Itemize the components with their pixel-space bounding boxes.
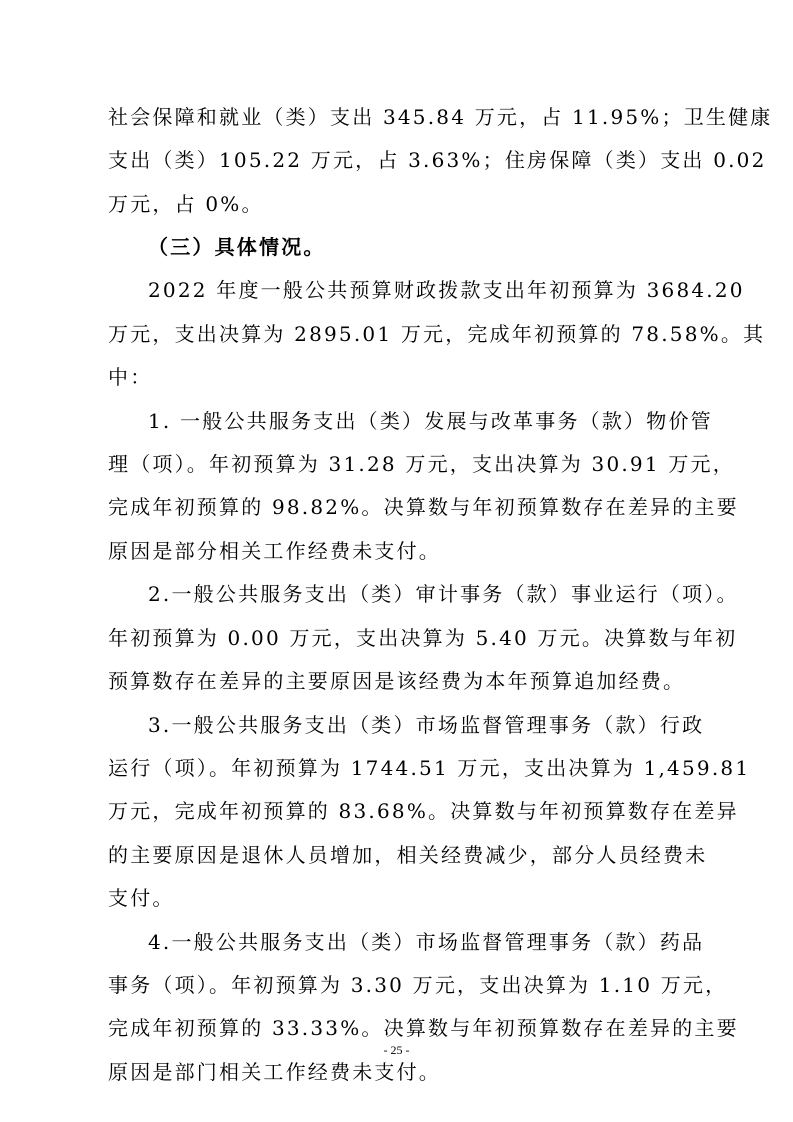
list-item-line: 完成年初预算的 33.33%。决算数与年初预算数存在差异的主要 <box>108 1016 739 1040</box>
list-item-line: 1. 一般公共服务支出（类）发展与改革事务（款）物价管 <box>148 409 713 433</box>
page-number: - 25 - <box>383 1043 410 1057</box>
paragraph-line: 2022 年度一般公共预算财政拨款支出年初预算为 3684.20 <box>148 278 745 302</box>
list-item-line: 运行（项）。年初预算为 1744.51 万元，支出决算为 1,459.81 <box>108 756 751 780</box>
list-item-line: 理（项）。年初预算为 31.28 万元，支出决算为 30.91 万元， <box>108 452 735 476</box>
list-item-line: 完成年初预算的 98.82%。决算数与年初预算数存在差异的主要 <box>108 495 739 519</box>
list-item-line: 的主要原因是退休人员增加，相关经费减少，部分人员经费未 <box>108 843 708 867</box>
paragraph-line: 社会保障和就业（类）支出 345.84 万元，占 11.95%；卫生健康 <box>108 105 773 129</box>
paragraph-line: 中： <box>108 365 153 389</box>
list-item-line: 4.一般公共服务支出（类）市场监督管理事务（款）药品 <box>148 930 705 954</box>
section-heading: （三）具体情况。 <box>148 235 326 259</box>
list-item-line: 年初预算为 0.00 万元，支出决算为 5.40 万元。决算数与年初 <box>108 626 738 650</box>
list-item-line: 原因是部分相关工作经费未支付。 <box>108 539 441 563</box>
paragraph-line: 万元，占 0%。 <box>108 192 264 216</box>
list-item-line: 2.一般公共服务支出（类）审计事务（款）事业运行（项）。 <box>148 582 739 606</box>
list-item-line: 3.一般公共服务支出（类）市场监督管理事务（款）行政 <box>148 713 705 737</box>
list-item-line: 原因是部门相关工作经费未支付。 <box>108 1060 441 1084</box>
list-item-line: 万元，完成年初预算的 83.68%。决算数与年初预算数存在差异 <box>108 799 739 823</box>
paragraph-line: 支出（类）105.22 万元，占 3.63%；住房保障（类）支出 0.02 <box>108 148 767 172</box>
paragraph-line: 万元，支出决算为 2895.01 万元，完成年初预算的 78.58%。其 <box>108 322 766 346</box>
list-item-line: 事务（项）。年初预算为 3.30 万元，支出决算为 1.10 万元， <box>108 973 728 997</box>
list-item-line: 预算数存在差异的主要原因是该经费为本年预算追加经费。 <box>108 669 686 693</box>
list-item-line: 支付。 <box>108 886 175 910</box>
